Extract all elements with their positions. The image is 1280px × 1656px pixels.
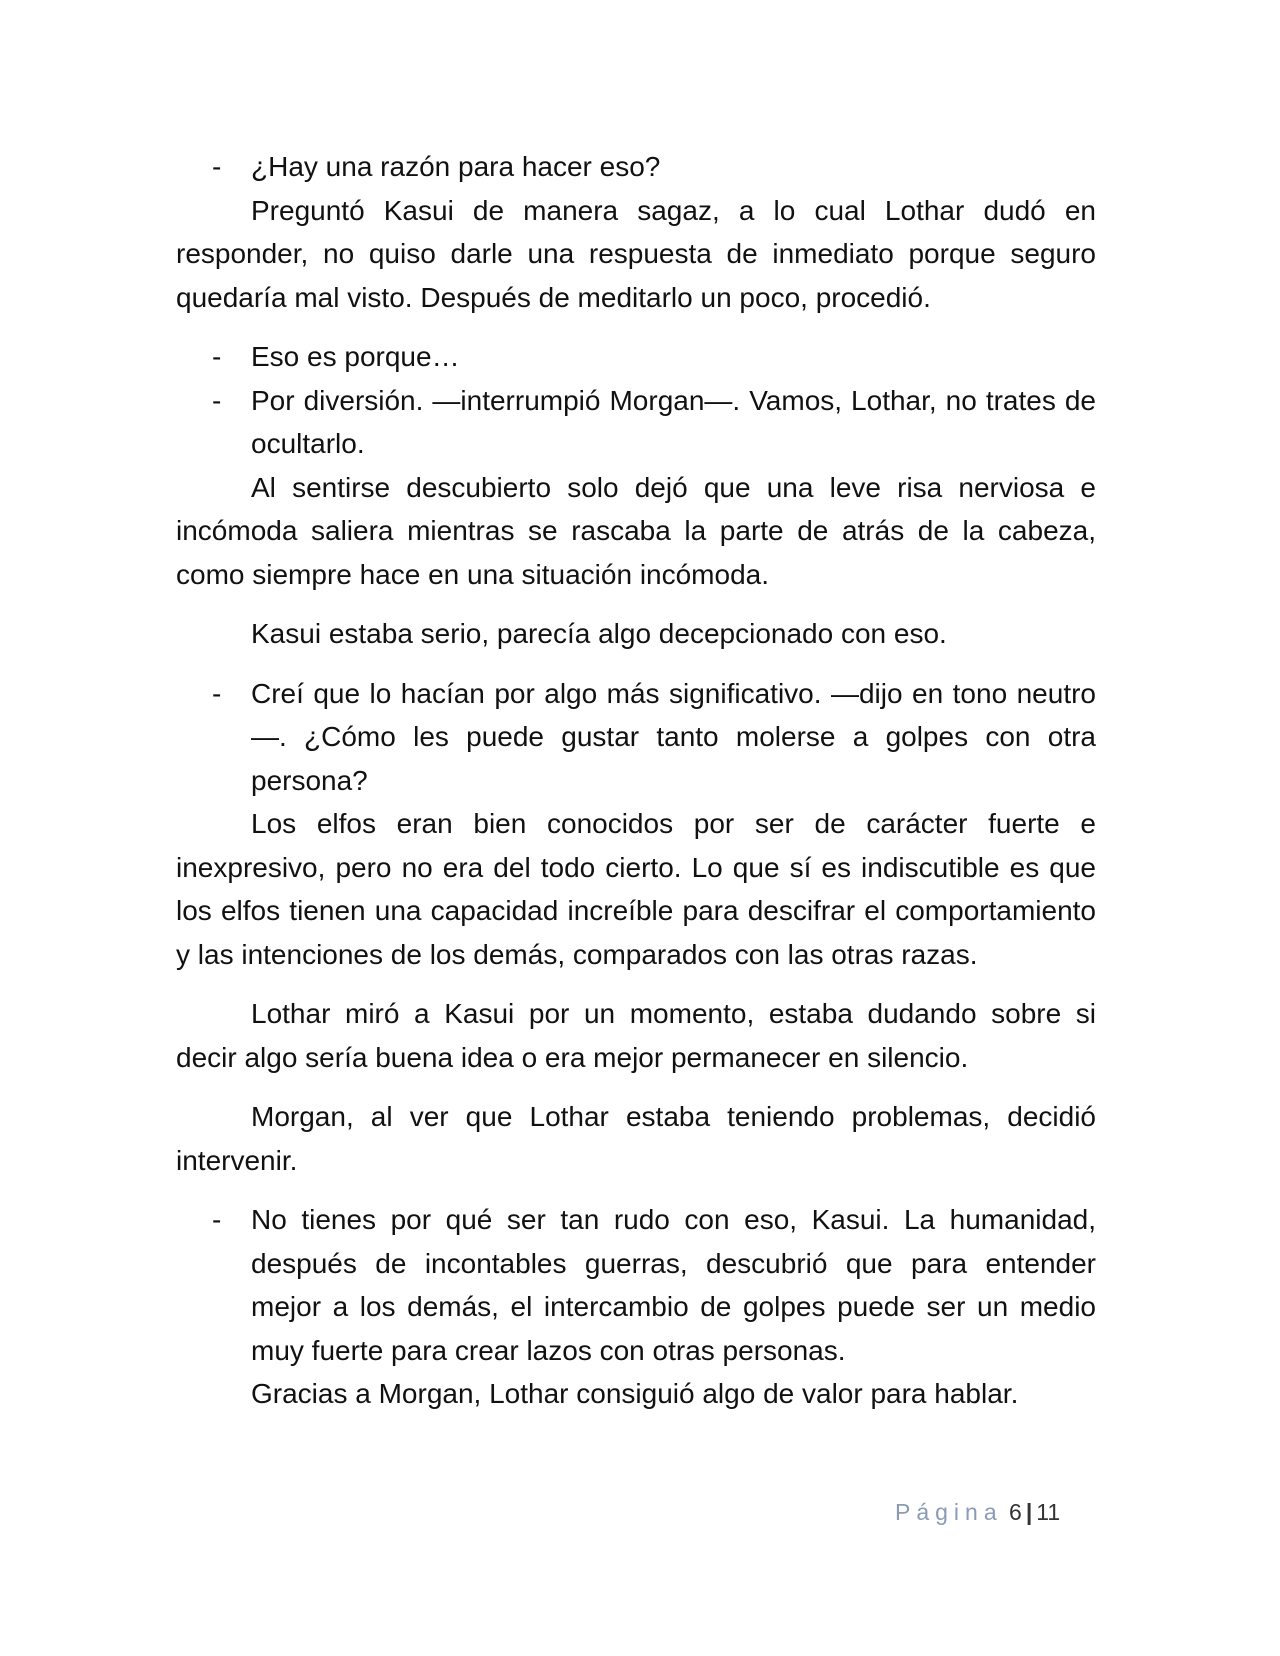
dialogue-line — [176, 145, 1096, 189]
dialogue-dash: - — [212, 1204, 222, 1235]
narrative-paragraph: Gracias a Morgan, Lothar consiguió algo de valor para hablar. — [251, 1378, 1019, 1409]
narrative-paragraph: Lothar miró a Kasui por un momento, estaba dudando sobre si decir algo sería buena idea o era mejor permanecer en silencio. — [176, 998, 1096, 1073]
page-label: Página — [895, 1499, 1003, 1525]
dialogue-text: ¿Hay una razón para hacer eso? — [251, 151, 661, 182]
dialogue-dash: - — [212, 341, 222, 372]
narrative-paragraph: Al sentirse descubierto solo dejó que una leve risa nerviosa e incómoda saliera mientras se rascaba la parte de atrás de la cabeza, como siempre hace en una situación incómoda. — [176, 471, 1096, 590]
narrative-paragraph: Kasui estaba serio, parecía algo decepcionado con eso. — [251, 618, 947, 649]
dialogue-line — [176, 1198, 1096, 1372]
narrative-paragraph: Los elfos eran bien conocidos por ser de carácter fuerte e inexpresivo, pero no era del todo cierto. Lo que sí es indiscutible es que los elfos tienen una capacidad increíble para descifrar el comportamiento y las intenciones de los demás, comparados con las otras razas. — [176, 808, 1096, 970]
dialogue-dash: - — [212, 384, 222, 416]
body-text — [176, 145, 1096, 1416]
page-number: 6 — [1009, 1499, 1022, 1525]
dialogue-line — [176, 379, 1096, 466]
dialogue-dash: - — [212, 677, 222, 709]
dialogue-line — [176, 335, 1096, 379]
narrative-paragraph: Morgan, al ver que Lothar estaba teniendo problemas, decidió intervenir. — [176, 1101, 1096, 1176]
page-separator: | — [1025, 1499, 1033, 1525]
page-footer — [895, 1498, 1060, 1526]
dialogue-text: Eso es porque… — [251, 341, 460, 372]
narrative-paragraph: Preguntó Kasui de manera sagaz, a lo cual Lothar dudó en responder, no quiso darle una respuesta de inmediato porque seguro quedaría mal visto. Después de meditarlo un poco, procedió. — [176, 194, 1096, 313]
dialogue-text: Creí que lo hacían por algo más significativo. —dijo en tono neutro—. ¿Cómo les puede gustar tanto molerse a golpes con otra persona? — [251, 677, 1096, 796]
dialogue-dash: - — [212, 151, 222, 182]
dialogue-text: Por diversión. —interrumpió Morgan—. Vamos, Lothar, no trates de ocultarlo. — [251, 384, 1096, 459]
dialogue-line — [176, 672, 1096, 803]
page-total: 11 — [1036, 1499, 1061, 1525]
dialogue-text: No tienes por qué ser tan rudo con eso, Kasui. La humanidad, después de incontables guerras, descubrió que para entender mejor a los demás, el intercambio de golpes puede ser un medio muy fuerte para crear lazos con otras personas. — [251, 1204, 1096, 1366]
